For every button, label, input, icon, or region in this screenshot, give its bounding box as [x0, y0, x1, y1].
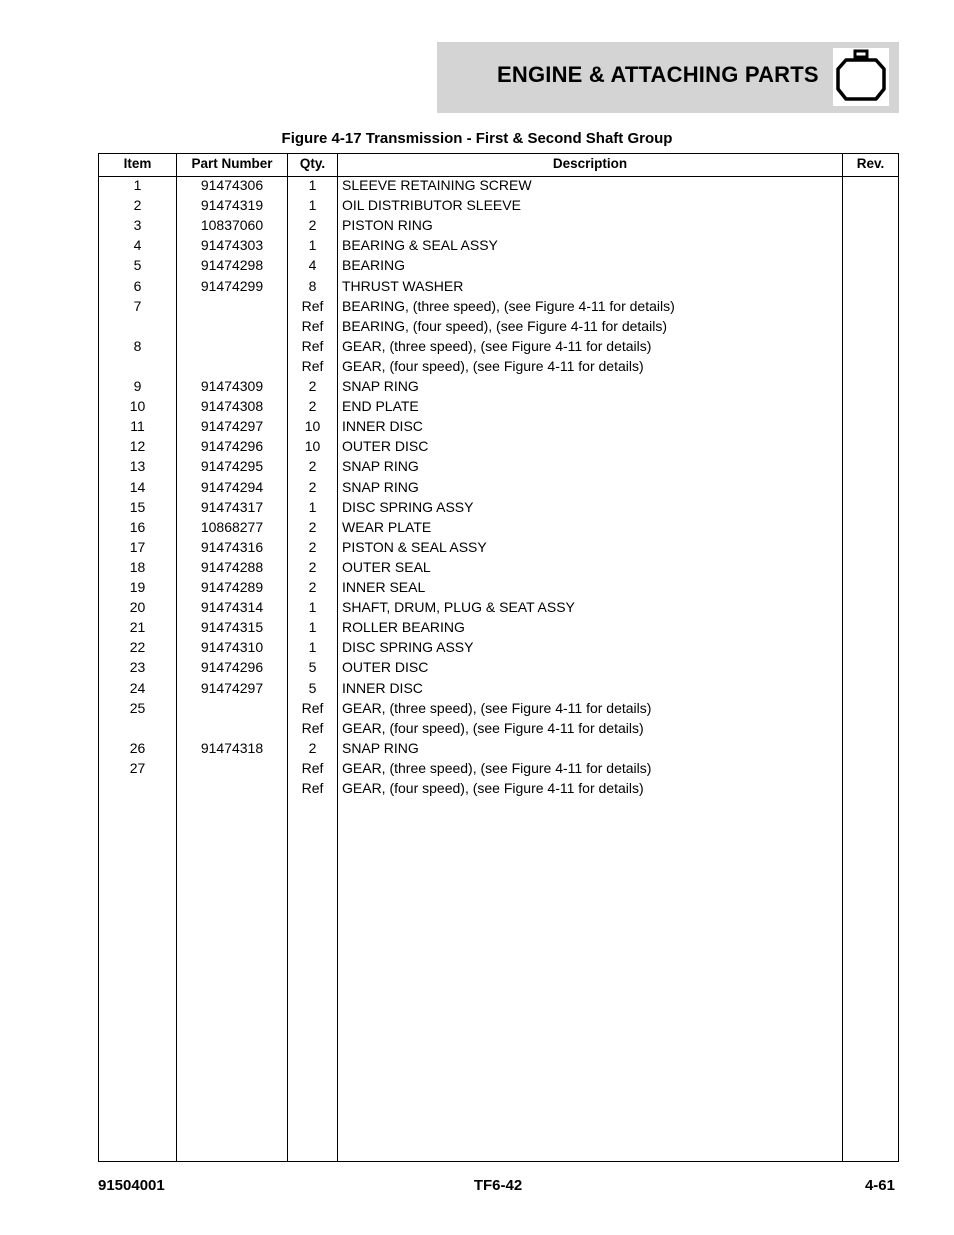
table-row — [99, 557, 898, 577]
part-number-cell: 91474316 — [200, 538, 264, 555]
parts-table — [98, 153, 899, 1162]
table-row — [99, 657, 898, 677]
description-cell: OUTER SEAL — [342, 558, 431, 575]
table-row — [99, 336, 898, 356]
item-cell: 6 — [133, 277, 142, 294]
description-cell: PISTON RING — [342, 217, 433, 234]
description-cell: BEARING, (four speed), (see Figure 4-11 for details) — [342, 317, 667, 334]
part-number-cell: 91474319 — [200, 197, 264, 214]
description-cell: BEARING, (three speed), (see Figure 4-11 for details) — [342, 297, 675, 314]
item-cell: 1 — [133, 177, 142, 193]
qty-cell: 1 — [308, 197, 317, 214]
column-header-description: Description — [552, 156, 628, 171]
description-cell: OUTER DISC — [342, 438, 429, 455]
description-cell: OUTER DISC — [342, 659, 429, 676]
item-cell: 8 — [133, 337, 142, 354]
qty-cell: Ref — [301, 317, 324, 334]
table-row — [99, 497, 898, 517]
table-row — [99, 436, 898, 456]
item-cell: 27 — [129, 759, 146, 776]
qty-cell: 2 — [308, 538, 317, 555]
item-cell: 14 — [129, 478, 146, 495]
item-cell: 2 — [133, 197, 142, 214]
qty-cell: 5 — [308, 659, 317, 676]
table-row — [99, 215, 898, 235]
column-header-item: Item — [123, 156, 152, 171]
part-number-cell: 91474295 — [200, 458, 264, 475]
table-row — [99, 678, 898, 698]
qty-cell: 10 — [304, 438, 321, 455]
table-row — [99, 617, 898, 637]
item-cell: 16 — [129, 518, 146, 535]
part-number-cell: 91474296 — [200, 438, 264, 455]
qty-cell: 2 — [308, 579, 317, 595]
table-row — [99, 376, 898, 396]
item-cell: 7 — [133, 297, 142, 314]
part-number-cell: 91474306 — [200, 177, 264, 193]
table-row — [99, 276, 898, 296]
item-cell: 12 — [129, 438, 146, 455]
figure-title: Figure 4-17 Transmission - First & Second Shaft Group — [281, 130, 673, 147]
item-cell: 21 — [129, 619, 146, 636]
description-cell: BEARING & SEAL ASSY — [342, 237, 498, 254]
item-cell: 13 — [129, 458, 146, 475]
description-cell: DISC SPRING ASSY — [342, 498, 474, 515]
item-cell: 5 — [133, 257, 142, 274]
part-number-cell: 91474303 — [200, 237, 264, 254]
table-row — [99, 698, 898, 718]
description-cell: GEAR, (four speed), (see Figure 4-11 for details) — [342, 719, 644, 736]
qty-cell: Ref — [301, 780, 324, 796]
description-cell: THRUST WASHER — [342, 277, 464, 294]
part-number-cell: 91474317 — [200, 498, 264, 515]
description-cell: WEAR PLATE — [342, 518, 432, 535]
qty-cell: 10 — [304, 418, 321, 435]
description-cell: END PLATE — [342, 398, 419, 415]
qty-cell: 5 — [308, 679, 317, 696]
table-row — [99, 738, 898, 758]
section-title: ENGINE & ATTACHING PARTS — [497, 62, 819, 87]
item-cell: 18 — [129, 558, 146, 575]
part-number-cell: 91474294 — [200, 478, 264, 495]
section-header — [437, 42, 899, 113]
part-number-cell: 10837060 — [200, 217, 264, 234]
item-cell: 3 — [133, 217, 142, 234]
table-row — [99, 195, 898, 215]
qty-cell: 8 — [308, 277, 317, 294]
item-cell: 24 — [129, 679, 146, 696]
qty-cell: Ref — [301, 337, 324, 354]
item-cell: 10 — [129, 398, 146, 415]
description-cell: DISC SPRING ASSY — [342, 639, 474, 656]
table-row — [99, 758, 898, 778]
qty-cell: Ref — [301, 719, 324, 736]
description-cell: OIL DISTRIBUTOR SLEEVE — [342, 197, 521, 214]
item-cell: 25 — [129, 699, 146, 716]
item-cell: 23 — [129, 659, 146, 676]
qty-cell: 1 — [308, 639, 317, 656]
description-cell: ROLLER BEARING — [342, 619, 465, 636]
part-number-cell: 91474296 — [200, 659, 264, 676]
table-row — [99, 235, 898, 255]
column-header-qty: Qty. — [299, 156, 326, 171]
part-number-cell: 91474297 — [200, 418, 264, 435]
part-number-cell: 91474314 — [200, 599, 264, 616]
description-cell: GEAR, (three speed), (see Figure 4-11 for details) — [342, 699, 652, 716]
part-number-cell: 91474308 — [200, 398, 264, 415]
item-cell: 9 — [133, 378, 142, 394]
part-number-cell: 91474310 — [200, 639, 264, 656]
item-cell: 11 — [130, 418, 145, 435]
part-number-cell: 91474298 — [200, 257, 264, 274]
item-cell: 17 — [129, 538, 146, 555]
qty-cell: 1 — [308, 237, 317, 254]
description-cell: SNAP RING — [342, 458, 419, 475]
footer-page-number: 4-61 — [864, 1177, 895, 1194]
table-row — [99, 255, 898, 275]
description-cell: SHAFT, DRUM, PLUG & SEAT ASSY — [342, 599, 575, 616]
qty-cell: 1 — [308, 599, 317, 616]
qty-cell: Ref — [301, 699, 324, 716]
table-row — [99, 456, 898, 476]
qty-cell: 2 — [308, 217, 317, 234]
part-number-cell: 91474288 — [200, 558, 264, 575]
table-row — [99, 778, 898, 798]
qty-cell: 2 — [308, 478, 317, 495]
part-number-cell: 91474309 — [200, 378, 264, 394]
qty-cell: 2 — [308, 398, 317, 415]
item-cell: 26 — [129, 739, 146, 756]
table-row — [99, 597, 898, 617]
description-cell: SNAP RING — [342, 739, 419, 756]
part-number-cell: 91474289 — [200, 579, 264, 595]
description-cell: SNAP RING — [342, 378, 419, 394]
qty-cell: 2 — [308, 739, 317, 756]
description-cell: GEAR, (three speed), (see Figure 4-11 for details) — [342, 337, 652, 354]
item-cell: 15 — [129, 498, 146, 515]
footer-doc-number: 91504001 — [98, 1177, 165, 1194]
qty-cell: 1 — [308, 498, 317, 515]
qty-cell: 1 — [308, 177, 317, 193]
table-row — [99, 637, 898, 657]
description-cell: GEAR, (four speed), (see Figure 4-11 for details) — [342, 357, 644, 374]
qty-cell: 1 — [308, 619, 317, 636]
table-row — [99, 296, 898, 316]
description-cell: GEAR, (four speed), (see Figure 4-11 for details) — [342, 780, 644, 796]
table-row — [99, 477, 898, 497]
item-cell: 4 — [133, 237, 142, 254]
table-row — [99, 517, 898, 537]
description-cell: SLEEVE RETAINING SCREW — [342, 177, 532, 193]
description-cell: INNER SEAL — [342, 579, 426, 595]
qty-cell: 2 — [308, 558, 317, 575]
footer-center-code: TF6-42 — [473, 1177, 523, 1194]
description-cell: GEAR, (three speed), (see Figure 4-11 for details) — [342, 759, 652, 776]
table-row — [99, 577, 898, 597]
column-header-rev: Rev. — [856, 156, 885, 171]
part-number-cell: 91474315 — [200, 619, 264, 636]
table-row — [99, 175, 898, 195]
table-row — [99, 356, 898, 376]
engine-icon — [833, 48, 889, 106]
table-row — [99, 416, 898, 436]
qty-cell: 2 — [308, 378, 317, 394]
part-number-cell: 91474299 — [200, 277, 264, 294]
table-row — [99, 316, 898, 336]
description-cell: SNAP RING — [342, 478, 419, 495]
description-cell: BEARING — [342, 257, 406, 274]
part-number-cell: 91474297 — [200, 679, 264, 696]
qty-cell: 4 — [308, 257, 317, 274]
part-number-cell: 91474318 — [200, 739, 264, 756]
description-cell: INNER DISC — [342, 418, 423, 435]
part-number-cell: 10868277 — [200, 518, 264, 535]
table-row — [99, 537, 898, 557]
description-cell: PISTON & SEAL ASSY — [342, 538, 487, 555]
qty-cell: Ref — [301, 357, 324, 374]
item-cell: 22 — [129, 639, 146, 656]
table-row — [99, 396, 898, 416]
qty-cell: 2 — [308, 518, 317, 535]
table-row — [99, 718, 898, 738]
description-cell: INNER DISC — [342, 679, 423, 696]
item-cell: 20 — [129, 599, 146, 616]
qty-cell: 2 — [308, 458, 317, 475]
qty-cell: Ref — [301, 759, 324, 776]
item-cell: 19 — [129, 579, 146, 595]
column-header-part-number: Part Number — [191, 156, 273, 171]
qty-cell: Ref — [301, 297, 324, 314]
